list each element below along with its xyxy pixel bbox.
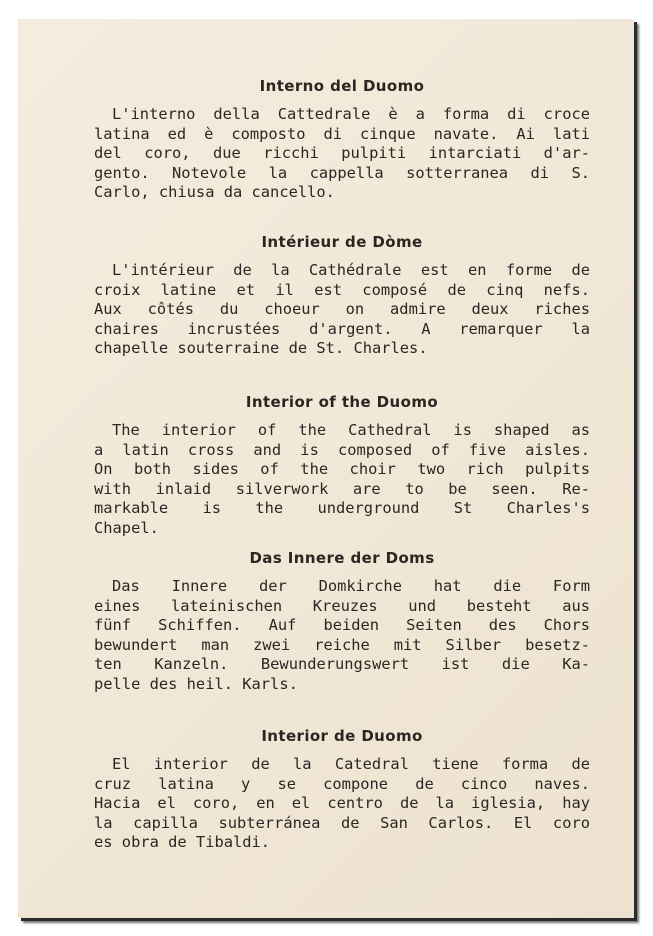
- text-line: es obra de Tibaldi.: [94, 833, 271, 852]
- text-line: chaires incrustées d'argent. A remarquer la: [94, 319, 590, 338]
- text-line: Hacia el coro, en el centro de la iglesia, hay: [94, 794, 590, 813]
- text-line: cruz latina y se compone de cinco naves.: [94, 774, 590, 793]
- section-italian: [94, 77, 590, 203]
- text-line: El interior de la Catedral tiene forma de: [112, 755, 590, 773]
- heading-german: Das Innere der Doms: [249, 549, 435, 567]
- section-spanish: [94, 727, 590, 853]
- text-line: del coro, due ricchi pulpiti intarciati d'ar-: [94, 144, 590, 163]
- text-french: [94, 261, 590, 359]
- text-english: [94, 421, 590, 539]
- section-english: [94, 393, 590, 539]
- text-line: gento. Notevole la cappella sotterranea di S.: [94, 163, 590, 182]
- text-line: with inlaid silverwork are to be seen. Re-: [94, 479, 590, 498]
- postcard: [18, 19, 634, 918]
- text-line: bewundert man zwei reiche mit Silber besetz-: [94, 635, 590, 654]
- text-line: Das Innere der Domkirche hat die Form: [112, 577, 590, 595]
- text-line: Aux côtés du choeur on admire deux riches: [94, 300, 590, 319]
- text-spanish: [94, 755, 590, 853]
- text-line: Carlo, chiusa da cancello.: [94, 183, 335, 202]
- text-line: eines lateinischen Kreuzes und besteht aus: [94, 596, 590, 615]
- text-line: chapelle souterraine de St. Charles.: [94, 339, 428, 358]
- text-line: fünf Schiffen. Auf beiden Seiten des Chors: [94, 616, 590, 635]
- section-french: [94, 233, 590, 359]
- text-line: la capilla subterránea de San Carlos. El coro: [94, 813, 590, 832]
- heading-french: Intérieur de Dòme: [261, 233, 423, 251]
- heading-spanish: Interior de Duomo: [261, 727, 423, 745]
- heading-english: Interior of the Duomo: [245, 393, 439, 411]
- text-line: On both sides of the choir two rich pulpits: [94, 460, 590, 479]
- text-line: croix latine et il est composé de cinq nefs.: [94, 280, 590, 299]
- text-line: The interior of the Cathedral is shaped as: [112, 421, 590, 439]
- text-line: pelle des heil. Karls.: [94, 674, 298, 693]
- text-german: [94, 577, 590, 695]
- text-line: L'intérieur de la Cathédrale est en forme de: [112, 261, 590, 279]
- text-italian: [94, 105, 590, 203]
- text-line: markable is the underground St Charles's: [94, 499, 590, 518]
- text-line: L'interno della Cattedrale è a forma di croce: [112, 105, 590, 123]
- text-line: a latin cross and is composed of five aisles.: [94, 440, 590, 459]
- section-german: [94, 549, 590, 695]
- text-line: Chapel.: [94, 518, 159, 537]
- text-line: latina ed è composto di cinque navate. Ai lati: [94, 124, 590, 143]
- heading-italian: Interno del Duomo: [259, 77, 425, 95]
- text-line: ten Kanzeln. Bewunderungswert ist die Ka-: [94, 655, 590, 674]
